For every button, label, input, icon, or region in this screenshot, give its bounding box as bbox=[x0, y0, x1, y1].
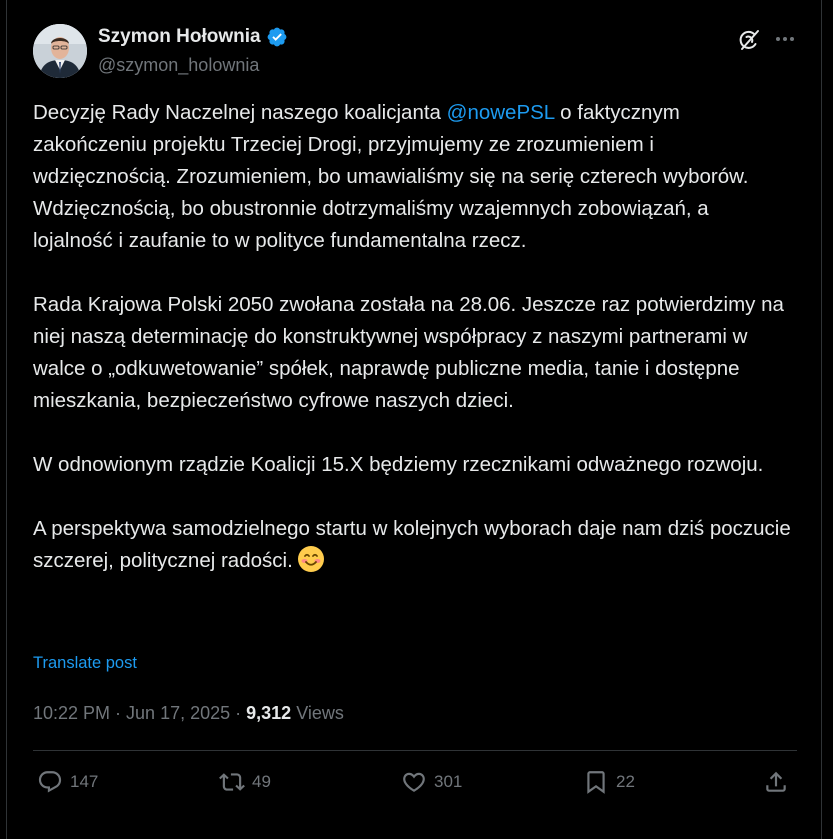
verified-badge-icon[interactable] bbox=[266, 26, 288, 48]
post-paragraph-4: A perspektywa samodzielnego startu w kolejnych wyborach daje nam dziś poczucie szczerej, politycznej radości. bbox=[33, 517, 791, 572]
post-time[interactable]: 10:22 PM bbox=[33, 703, 111, 723]
reply-button[interactable] bbox=[37, 762, 98, 802]
share-button[interactable] bbox=[763, 762, 789, 802]
grok-icon[interactable] bbox=[737, 28, 761, 52]
views-count: 9,312 bbox=[246, 703, 292, 723]
divider bbox=[33, 750, 797, 751]
bookmark-button[interactable] bbox=[583, 762, 635, 802]
like-icon bbox=[401, 769, 427, 795]
avatar[interactable] bbox=[33, 24, 87, 78]
bookmark-count: 22 bbox=[616, 772, 635, 791]
like-count: 301 bbox=[434, 772, 463, 791]
translate-post-link[interactable]: Translate post bbox=[33, 654, 137, 672]
post-paragraph-3: W odnowionym rządzie Koalicji 15.X będziemy rzecznikami odważnego rozwoju. bbox=[33, 453, 764, 476]
post-date[interactable]: Jun 17, 2025 bbox=[126, 703, 231, 723]
author-handle[interactable]: @szymon_holownia bbox=[98, 55, 260, 75]
share-icon bbox=[763, 769, 789, 795]
post-paragraph-1: Decyzję Rady Naczelnej naszego koalicjanta @nowePSL o faktycznym zakończeniu projektu Trzeciej Drogi, przyjmujemy ze zrozumieniem i wdzięcznością. Zrozumieniem, bo umawialiśmy się na serię czterech wyborów. Wdzięcznością, bo obustronnie dotrzymaliśmy wzajemnych zobowiązań, a lojalność i zaufanie to w polityce fundamentalna rzecz. bbox=[33, 101, 749, 252]
like-button[interactable] bbox=[401, 762, 462, 802]
mention-link[interactable]: @nowePSL bbox=[446, 101, 555, 124]
author-name-row bbox=[98, 26, 288, 48]
reply-icon bbox=[37, 769, 63, 795]
post-text bbox=[33, 97, 793, 577]
author-name[interactable]: Szymon Hołownia bbox=[98, 26, 261, 47]
post-paragraph-2: Rada Krajowa Polski 2050 zwołana została na 28.06. Jeszcze raz potwierdzimy na niej naszą determinację do konstruktywnej współpracy z naszymi partnerami w walce o „odkuwetowanie” spółek, naprawdę publiczne media, tanie i dostępne mieszkania, bezpieczeństwo cyfrowe naszych dzieci. bbox=[33, 293, 784, 412]
reply-count: 147 bbox=[70, 772, 99, 791]
smiling-face-emoji-icon bbox=[297, 545, 325, 573]
views-label: Views bbox=[291, 703, 344, 723]
repost-count: 49 bbox=[252, 772, 271, 791]
more-options-icon[interactable] bbox=[772, 26, 798, 52]
action-bar bbox=[33, 762, 797, 802]
bookmark-icon bbox=[583, 769, 609, 795]
post-meta: 10:22 PM · Jun 17, 2025 · 9,312 Views bbox=[33, 703, 344, 723]
repost-button[interactable] bbox=[219, 762, 271, 802]
repost-icon bbox=[219, 769, 245, 795]
